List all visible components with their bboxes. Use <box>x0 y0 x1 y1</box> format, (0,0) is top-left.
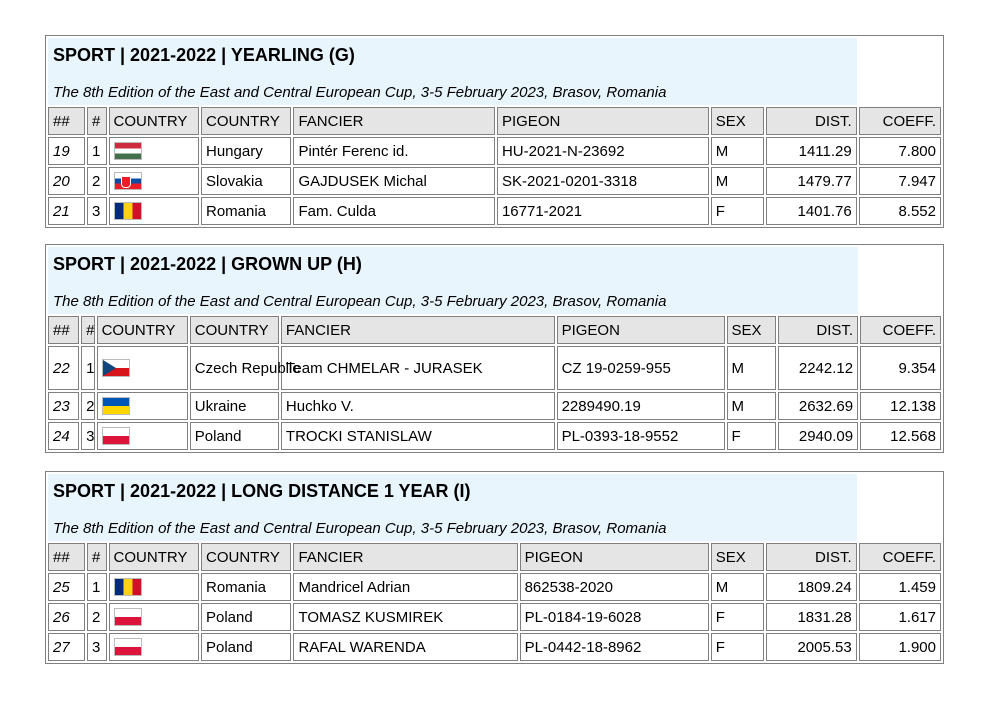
row-pigeon: 862538-2020 <box>520 573 709 601</box>
col-header-pigeon: PIGEON <box>497 107 709 135</box>
hungary-flag-icon <box>114 142 142 160</box>
row-flag-cell <box>109 137 199 165</box>
row-pigeon: 16771-2021 <box>497 197 709 225</box>
table-row <box>48 422 941 450</box>
col-header-num: ## <box>48 543 85 571</box>
row-dist: 1831.28 <box>766 603 857 631</box>
col-header-country-flag: COUNTRY <box>109 543 199 571</box>
row-dist: 1809.24 <box>766 573 857 601</box>
col-header-fancier: FANCIER <box>281 316 555 344</box>
col-header-coeff: COEFF. <box>860 316 941 344</box>
table-row <box>48 167 941 195</box>
col-header-coeff: COEFF. <box>859 107 941 135</box>
poland-flag-icon <box>114 638 142 656</box>
col-header-rank: # <box>87 543 107 571</box>
row-country: Ukraine <box>190 392 279 420</box>
row-num: 21 <box>48 197 85 225</box>
table-row <box>48 633 941 661</box>
row-coeff: 1.459 <box>859 573 941 601</box>
table-title: SPORT | 2021-2022 | YEARLING (G) <box>53 45 355 65</box>
row-flag-cell <box>97 392 188 420</box>
row-flag-cell <box>97 346 188 390</box>
row-num: 23 <box>48 392 79 420</box>
col-header-sex: SEX <box>727 316 777 344</box>
row-coeff: 7.800 <box>859 137 941 165</box>
row-dist: 2940.09 <box>778 422 858 450</box>
blank-cell <box>860 247 941 314</box>
table-row <box>48 346 941 390</box>
row-rank: 2 <box>81 392 94 420</box>
table-title: SPORT | 2021-2022 | LONG DISTANCE 1 YEAR (I) <box>53 481 471 501</box>
row-fancier: Huchko V. <box>281 392 555 420</box>
row-rank: 1 <box>87 573 107 601</box>
ukraine-flag-icon <box>102 397 130 415</box>
row-sex: F <box>711 197 764 225</box>
row-sex: M <box>711 573 764 601</box>
row-coeff: 9.354 <box>860 346 941 390</box>
flag-triangle <box>103 360 116 376</box>
col-header-fancier: FANCIER <box>293 107 495 135</box>
col-header-coeff: COEFF. <box>859 543 941 571</box>
row-num: 27 <box>48 633 85 661</box>
row-num: 19 <box>48 137 85 165</box>
slovakia-flag-icon <box>114 172 142 190</box>
row-flag-cell <box>109 197 199 225</box>
poland-flag-icon <box>102 427 130 445</box>
blank-cell <box>859 474 941 541</box>
column-header-row <box>48 316 941 344</box>
romania-flag-icon <box>114 578 142 596</box>
row-country: Romania <box>201 197 291 225</box>
row-country: Poland <box>201 633 291 661</box>
row-num: 25 <box>48 573 85 601</box>
table-row <box>48 603 941 631</box>
row-coeff: 1.900 <box>859 633 941 661</box>
row-sex: M <box>711 167 764 195</box>
row-sex: F <box>711 603 764 631</box>
col-header-num: ## <box>48 316 79 344</box>
row-rank: 2 <box>87 167 107 195</box>
row-dist: 2242.12 <box>778 346 858 390</box>
col-header-country-flag: COUNTRY <box>97 316 188 344</box>
table-subtitle: The 8th Edition of the East and Central European Cup, 3-5 February 2023, Brasov, Romania <box>53 293 667 310</box>
row-flag-cell <box>109 167 199 195</box>
results-table-yearling <box>45 35 944 228</box>
table-header-panel <box>48 474 857 541</box>
col-header-country: COUNTRY <box>201 107 291 135</box>
table-title: SPORT | 2021-2022 | GROWN UP (H) <box>53 254 362 274</box>
romania-flag-icon <box>114 202 142 220</box>
col-header-pigeon: PIGEON <box>520 543 709 571</box>
row-sex: M <box>727 346 777 390</box>
col-header-country-flag: COUNTRY <box>109 107 199 135</box>
col-header-country: COUNTRY <box>201 543 291 571</box>
col-header-num: ## <box>48 107 85 135</box>
row-pigeon: PL-0393-18-9552 <box>557 422 725 450</box>
row-country: Poland <box>190 422 279 450</box>
col-header-dist: DIST. <box>766 107 857 135</box>
row-pigeon: PL-0442-18-8962 <box>520 633 709 661</box>
row-pigeon: 2289490.19 <box>557 392 725 420</box>
table-header-panel <box>48 38 857 105</box>
row-dist: 1401.76 <box>766 197 857 225</box>
row-flag-cell <box>109 633 199 661</box>
row-pigeon: SK-2021-0201-3318 <box>497 167 709 195</box>
row-country: Czech Republic <box>190 346 279 390</box>
table-header-panel <box>48 247 858 314</box>
row-rank: 1 <box>87 137 107 165</box>
row-num: 24 <box>48 422 79 450</box>
col-header-sex: SEX <box>711 543 764 571</box>
col-header-rank: # <box>81 316 94 344</box>
flag-shield <box>121 176 131 188</box>
row-fancier: Team CHMELAR - JURASEK <box>281 346 555 390</box>
row-num: 22 <box>48 346 79 390</box>
row-sex: M <box>711 137 764 165</box>
column-header-row <box>48 107 941 135</box>
row-coeff: 12.138 <box>860 392 941 420</box>
row-fancier: RAFAL WARENDA <box>293 633 517 661</box>
row-rank: 3 <box>81 422 94 450</box>
row-sex: M <box>727 392 777 420</box>
row-fancier: GAJDUSEK Michal <box>293 167 495 195</box>
table-subtitle: The 8th Edition of the East and Central European Cup, 3-5 February 2023, Brasov, Romania <box>53 84 667 101</box>
table-row <box>48 197 941 225</box>
row-coeff: 1.617 <box>859 603 941 631</box>
col-header-rank: # <box>87 107 107 135</box>
row-rank: 3 <box>87 197 107 225</box>
blank-cell <box>859 38 941 105</box>
row-country: Romania <box>201 573 291 601</box>
row-dist: 1411.29 <box>766 137 857 165</box>
table-row <box>48 573 941 601</box>
row-fancier: TOMASZ KUSMIREK <box>293 603 517 631</box>
table-row <box>48 137 941 165</box>
col-header-pigeon: PIGEON <box>557 316 725 344</box>
col-header-dist: DIST. <box>778 316 858 344</box>
poland-flag-icon <box>114 608 142 626</box>
row-coeff: 12.568 <box>860 422 941 450</box>
col-header-country: COUNTRY <box>190 316 279 344</box>
row-pigeon: HU-2021-N-23692 <box>497 137 709 165</box>
row-fancier: TROCKI STANISLAW <box>281 422 555 450</box>
row-flag-cell <box>109 573 199 601</box>
row-fancier: Pintér Ferenc id. <box>293 137 495 165</box>
row-pigeon: PL-0184-19-6028 <box>520 603 709 631</box>
table-row <box>48 392 941 420</box>
row-fancier: Mandricel Adrian <box>293 573 517 601</box>
row-coeff: 8.552 <box>859 197 941 225</box>
row-dist: 1479.77 <box>766 167 857 195</box>
row-num: 26 <box>48 603 85 631</box>
col-header-sex: SEX <box>711 107 764 135</box>
row-rank: 1 <box>81 346 94 390</box>
row-dist: 2632.69 <box>778 392 858 420</box>
row-pigeon: CZ 19-0259-955 <box>557 346 725 390</box>
column-header-row <box>48 543 941 571</box>
row-country: Hungary <box>201 137 291 165</box>
row-rank: 3 <box>87 633 107 661</box>
row-sex: F <box>727 422 777 450</box>
row-num: 20 <box>48 167 85 195</box>
row-coeff: 7.947 <box>859 167 941 195</box>
row-flag-cell <box>109 603 199 631</box>
results-table-long-distance <box>45 471 944 664</box>
row-rank: 2 <box>87 603 107 631</box>
results-table-grown-up <box>45 244 944 453</box>
col-header-fancier: FANCIER <box>293 543 517 571</box>
col-header-dist: DIST. <box>766 543 857 571</box>
row-country: Poland <box>201 603 291 631</box>
row-dist: 2005.53 <box>766 633 857 661</box>
row-sex: F <box>711 633 764 661</box>
row-country: Slovakia <box>201 167 291 195</box>
row-fancier: Fam. Culda <box>293 197 495 225</box>
row-flag-cell <box>97 422 188 450</box>
czech-flag-icon <box>102 359 130 377</box>
table-subtitle: The 8th Edition of the East and Central European Cup, 3-5 February 2023, Brasov, Romania <box>53 520 667 537</box>
